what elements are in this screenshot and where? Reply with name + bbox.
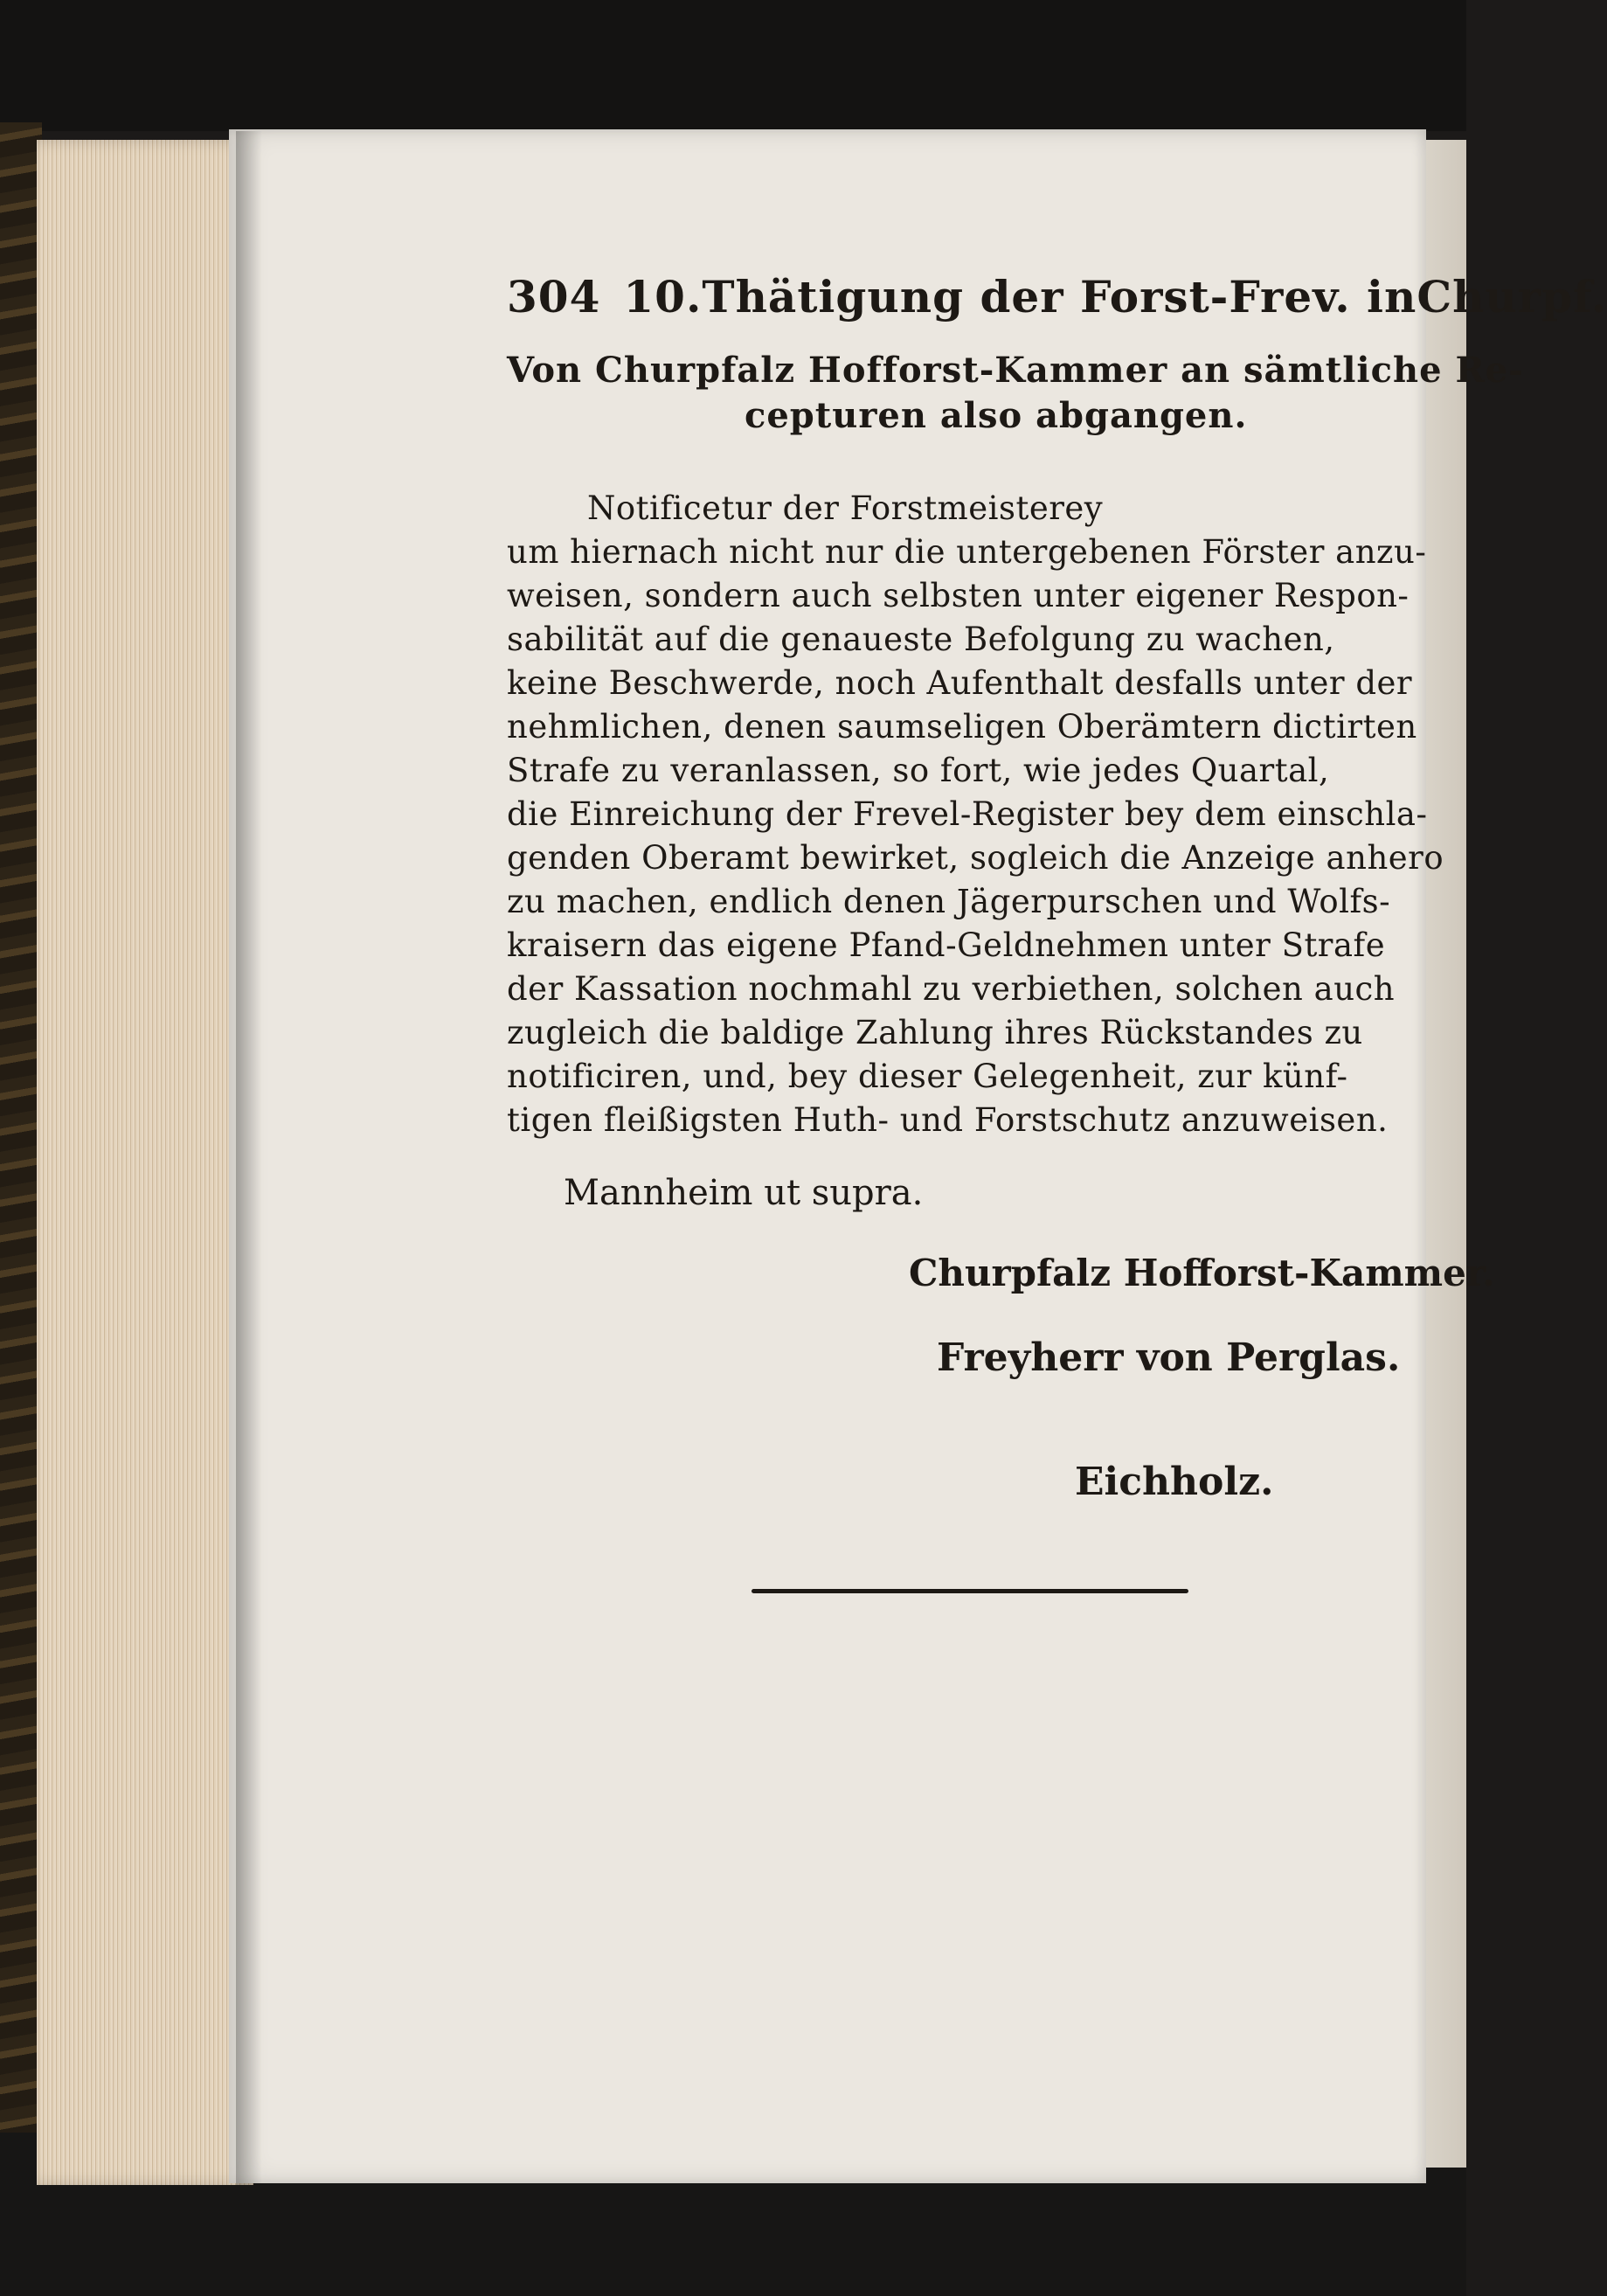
body-line: Strafe zu veranlassen, so fort, wie jedes Quartal, [507,752,1330,789]
body-line: Notificetur der Forstmeisterey [587,489,1104,527]
facing-page-edge [1426,140,1466,2168]
section-heading-line-1: Von Churpfalz Hofforst-Kammer an sämtliche Re- [507,350,1524,391]
page-block-edges [37,140,253,2185]
body-line: um hiernach nicht nur die untergebenen Förster anzu- [507,533,1427,571]
section-heading-line-2: cepturen also abgangen. [745,395,1248,436]
authority-signature: Churpfalz Hofforst-Kammer. [909,1252,1495,1294]
page-header [507,271,1607,323]
clerk-name: Eichholz. [1075,1460,1274,1504]
body-line: sabilität auf die genaueste Befolgung zu wachen, [507,621,1335,658]
gutter-shadow [236,131,262,2185]
body-line: zu machen, endlich denen Jägerpurschen und Wolfs- [507,883,1391,920]
body-line: notificiren, und, bey dieser Gelegenheit, zur künf- [507,1058,1348,1095]
body-line: nehmlichen, denen saumseligen Oberämtern dictirten [507,708,1417,746]
body-line: keine Beschwerde, noch Aufenthalt desfalls unter der [507,664,1413,702]
running-head: 10.Thätigung der Forst-Frev. inChurpf. [623,271,1607,323]
body-line: tigen fleißigsten Huth- und Forstschutz anzuweisen. [507,1101,1389,1139]
page-number: 304 [507,271,601,323]
body-line: der Kassation nochmahl zu verbiethen, solchen auch [507,970,1396,1008]
book-page [229,129,1426,2183]
body-line: die Einreichung der Frevel-Register bey dem einschla- [507,795,1428,833]
place-line: Mannheim ut supra. [564,1173,924,1213]
book-cover-edge [0,122,42,2133]
body-line: genden Oberamt bewirket, sogleich die Anzeige anhero [507,839,1444,877]
background-top [0,0,1466,131]
body-line: zugleich die baldige Zahlung ihres Rückstandes zu [507,1014,1363,1051]
body-line: kraisern das eigene Pfand-Geldnehmen unter Strafe [507,926,1386,964]
body-line: weisen, sondern auch selbsten unter eigener Respon- [507,577,1410,614]
signatory-name: Freyherr von Perglas. [937,1335,1401,1380]
section-end-rule [752,1589,1188,1593]
